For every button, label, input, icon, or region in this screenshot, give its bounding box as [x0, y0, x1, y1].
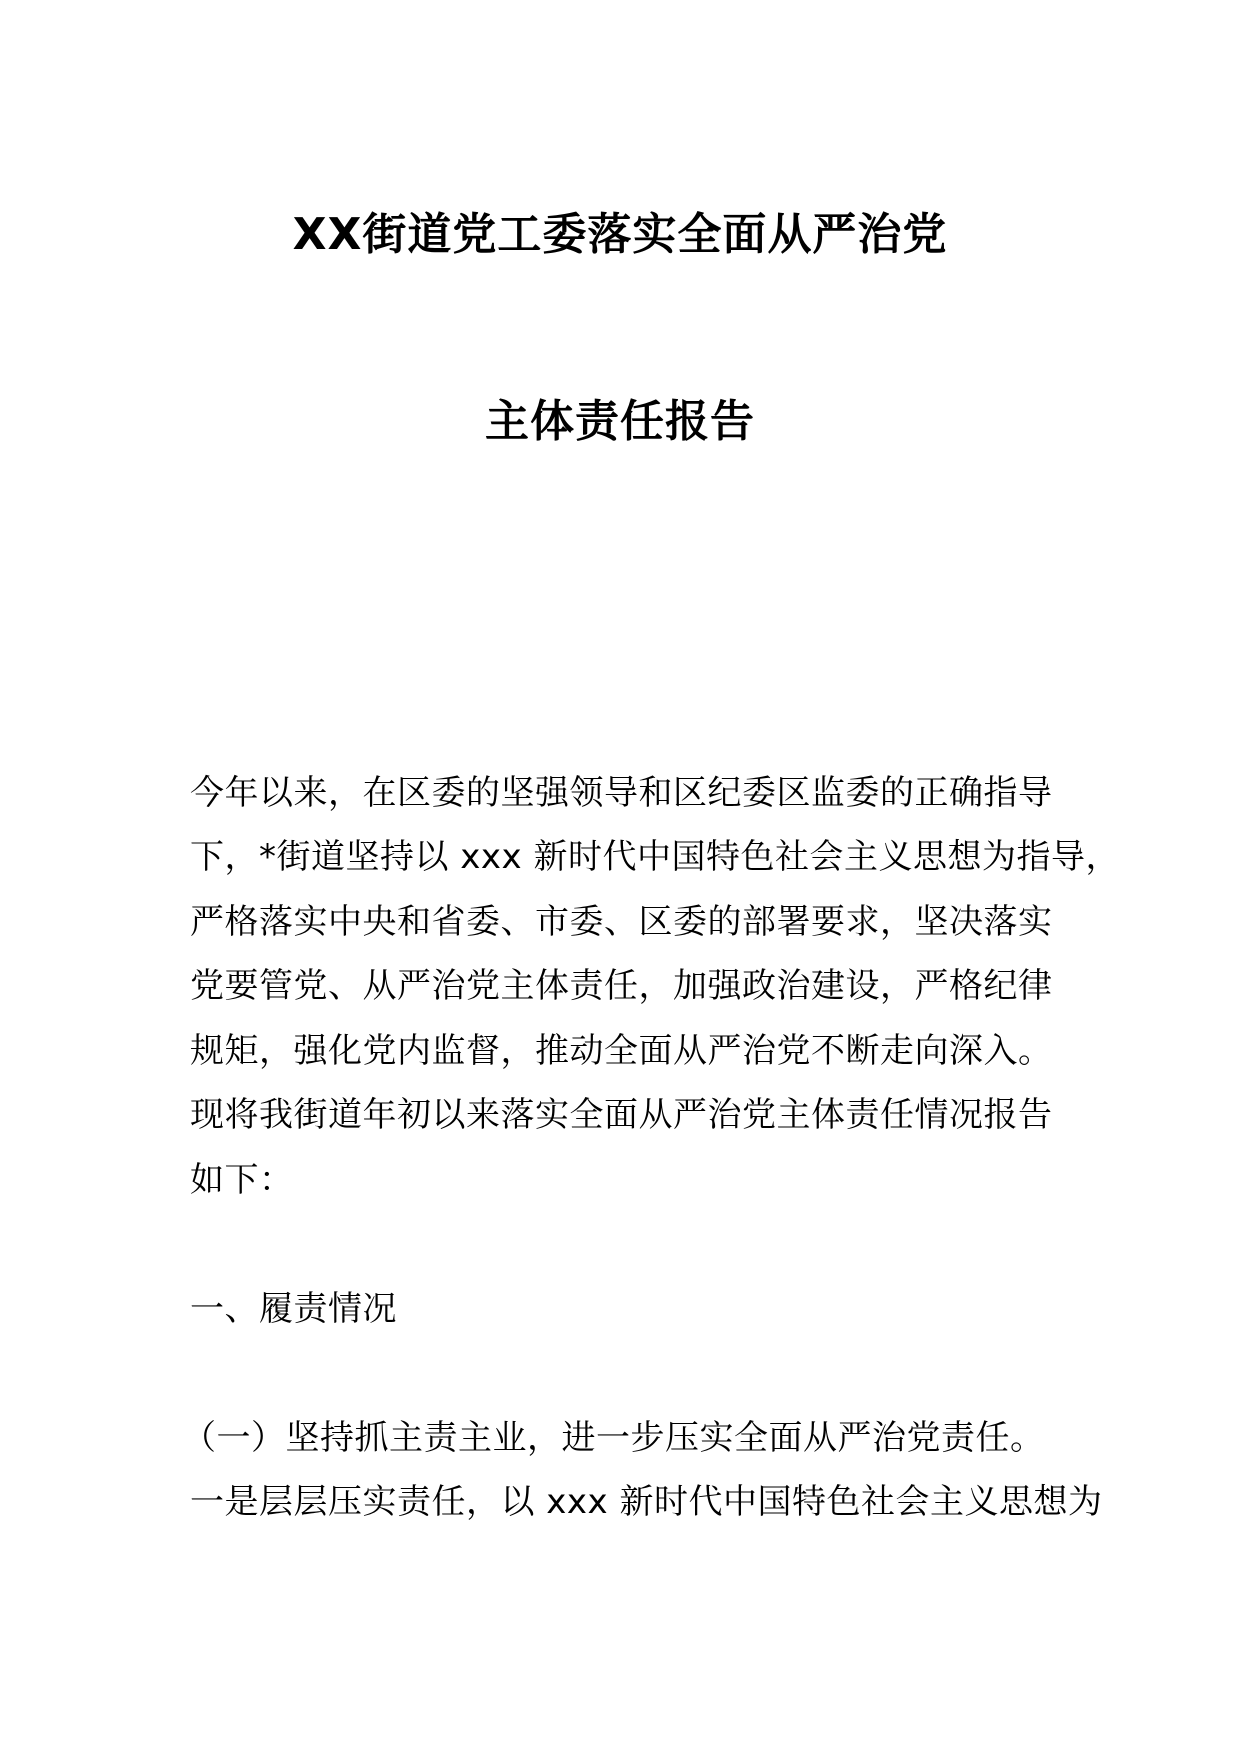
subsection-line-2: 一是层层压实责任，以 xxx 新时代中国特色社会主义思想为	[190, 1482, 1103, 1522]
intro-paragraph-line-3: 严格落实中央和省委、市委、区委的部署要求，坚决落实	[190, 902, 1053, 942]
intro-paragraph-line-4: 党要管党、从严治党主体责任，加强政治建设，严格纪律	[190, 966, 1053, 1006]
intro-paragraph-line-2: 下，*街道坚持以 xxx 新时代中国特色社会主义思想为指导，	[190, 837, 1120, 877]
subsection-line-1: （一）坚持抓主责主业，进一步压实全面从严治党责任。	[182, 1418, 1045, 1458]
intro-paragraph-line-1: 今年以来，在区委的坚强领导和区纪委区监委的正确指导	[190, 773, 1053, 813]
intro-paragraph-line-5: 规矩，强化党内监督，推动全面从严治党不断走向深入。	[190, 1031, 1053, 1071]
intro-paragraph-line-7: 如下：	[190, 1160, 294, 1200]
document-title-line-2: 主体责任报告	[485, 396, 755, 447]
section-heading: 一、履责情况	[190, 1289, 397, 1329]
document-title-line-1: XX街道党工委落实全面从严治党	[292, 209, 948, 260]
intro-paragraph-line-6: 现将我街道年初以来落实全面从严治党主体责任情况报告	[190, 1095, 1053, 1135]
